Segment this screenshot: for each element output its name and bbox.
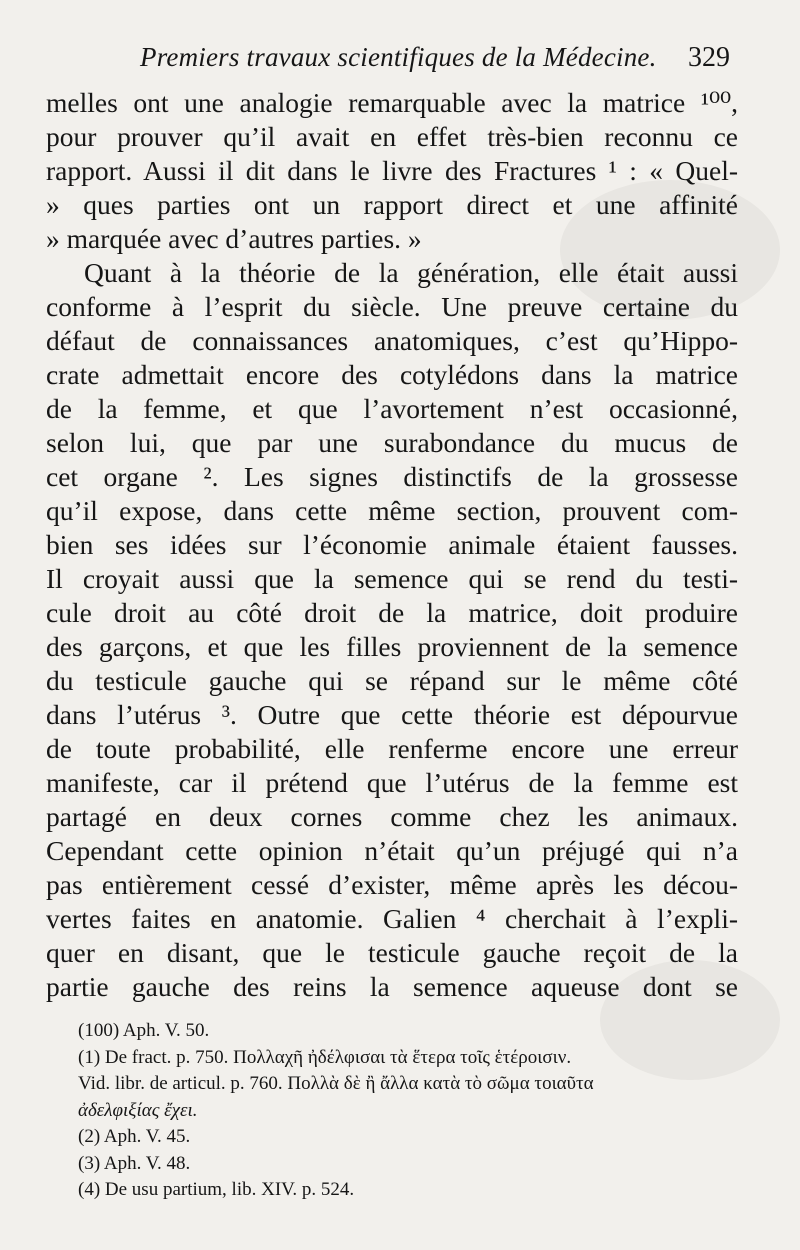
text-line: partagé en deux cornes comme chez les animaux. bbox=[46, 801, 738, 832]
text-line: selon lui, que par une surabondance du mucus de bbox=[46, 427, 738, 458]
footnote-continuation: Vid. libr. de articul. p. 760. Πολλὰ δὲ ἢ ἄλλα κατὰ τὸ σῶμα τοιαῦτα bbox=[78, 1073, 594, 1094]
text-line: cule droit au côté droit de la matrice, doit produire bbox=[46, 597, 738, 628]
footnote: (1) De fract. p. 750. Πολλαχῆ ἠδέλφισαι τὰ ἕτερα τοῖς ἑτέροισιν. bbox=[78, 1046, 572, 1068]
page-number: 329 bbox=[688, 42, 730, 73]
running-title: Premiers travaux scientifiques de la Médecine. bbox=[140, 42, 657, 72]
footnote: (3) Aph. V. 48. bbox=[78, 1152, 191, 1174]
page-header bbox=[0, 42, 800, 86]
text-line: pas entièrement cessé d’exister, même après les décou- bbox=[46, 869, 738, 900]
footnote-continuation: ἀδελφιξίας ἔχει. bbox=[78, 1099, 198, 1121]
footnote: (100) Aph. V. 50. bbox=[78, 1020, 210, 1041]
text-line: Il croyait aussi que la semence qui se rend du testi- bbox=[46, 563, 738, 594]
text-line: manifeste, car il prétend que l’utérus de la femme est bbox=[46, 767, 738, 798]
text-line: de toute probabilité, elle renferme encore une erreur bbox=[46, 733, 738, 764]
text-line: Cependant cette opinion n’était qu’un préjugé qui n’a bbox=[46, 835, 738, 866]
text-line: rapport. Aussi il dit dans le livre des Fractures ¹ : « Quel- bbox=[46, 155, 738, 186]
text-line: du testicule gauche qui se répand sur le même côté bbox=[46, 665, 738, 696]
text-line: conforme à l’esprit du siècle. Une preuve certaine du bbox=[46, 291, 738, 322]
text-line: cet organe ². Les signes distinctifs de la grossesse bbox=[46, 461, 738, 492]
text-line: melles ont une analogie remarquable avec la matrice ¹⁰⁰, bbox=[46, 87, 738, 118]
footnote: (4) De usu partium, lib. XIV. p. 524. bbox=[78, 1179, 355, 1200]
text-line: dans l’utérus ³. Outre que cette théorie est dépourvue bbox=[46, 699, 738, 730]
text-line: crate admettait encore des cotylédons dans la matrice bbox=[46, 359, 738, 390]
main-text bbox=[46, 86, 738, 1004]
footnote: (2) Aph. V. 45. bbox=[78, 1126, 191, 1147]
text-line: qu’il expose, dans cette même section, prouvent com- bbox=[46, 495, 738, 526]
text-line: vertes faites en anatomie. Galien ⁴ cherchait à l’expli- bbox=[46, 903, 738, 934]
text-line: partie gauche des reins la semence aqueuse dont se bbox=[46, 971, 738, 1002]
text-line: de la femme, et que l’avortement n’est occasionné, bbox=[46, 393, 738, 424]
text-line: quer en disant, que le testicule gauche reçoit de la bbox=[46, 937, 738, 968]
text-line: » marquée avec d’autres parties. » bbox=[46, 223, 422, 254]
text-line: défaut de connaissances anatomiques, c’est qu’Hippo- bbox=[46, 325, 738, 356]
text-line: pour prouver qu’il avait en effet très-bien reconnu ce bbox=[46, 121, 738, 152]
text-line: Quant à la théorie de la génération, elle était aussi bbox=[84, 257, 738, 288]
text-line: des garçons, et que les filles proviennent de la semence bbox=[46, 631, 738, 662]
text-line: » ques parties ont un rapport direct et une affinité bbox=[46, 189, 738, 220]
text-line: bien ses idées sur l’économie animale étaient fausses. bbox=[46, 529, 738, 560]
footnotes bbox=[78, 1018, 738, 1204]
